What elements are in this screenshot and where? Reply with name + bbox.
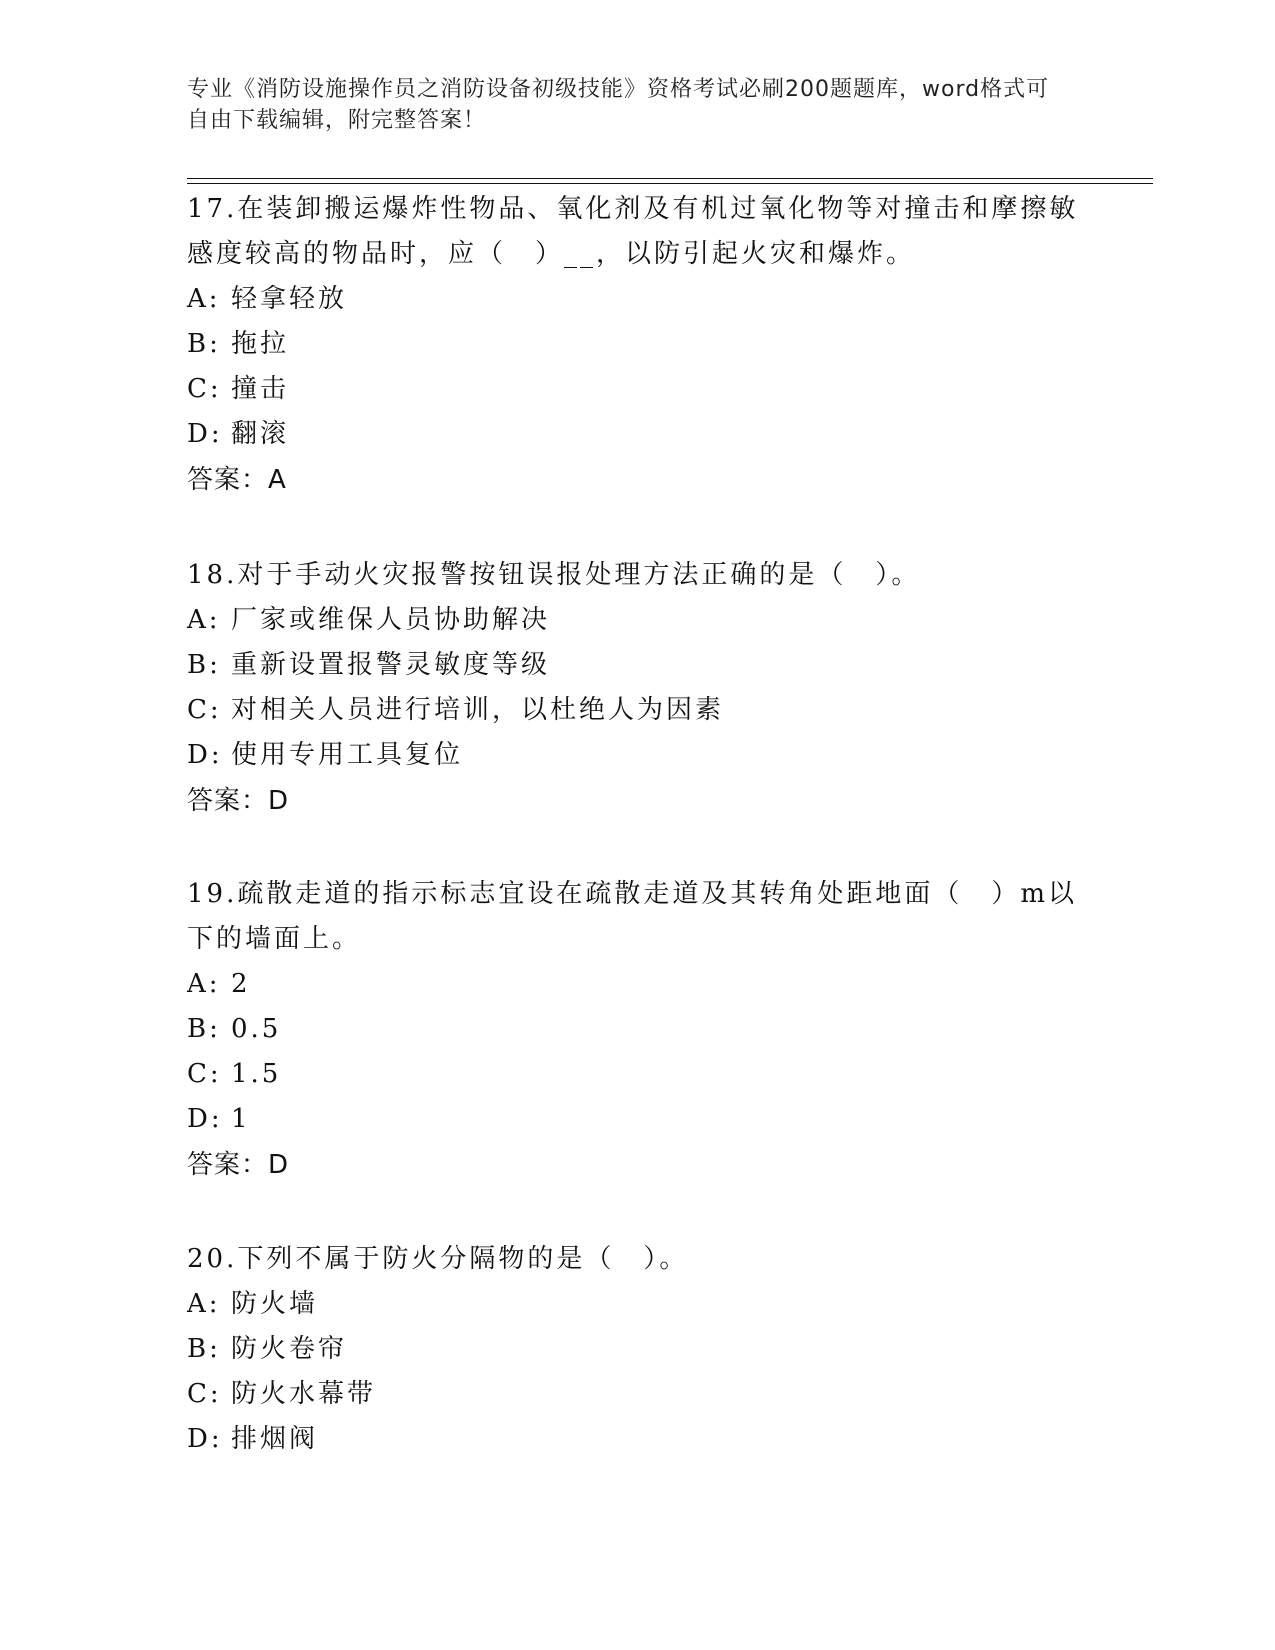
- option-a: [187, 277, 1087, 322]
- question-stem: 19.疏散走道的指示标志宜设在疏散走道及其转角处距地面（ ）m以下的墙面上。: [187, 879, 1078, 954]
- option-text: 对相关人员进行培训，以杜绝人为因素: [231, 695, 725, 725]
- option-d: [187, 1417, 1087, 1462]
- option-d: [187, 1097, 1087, 1142]
- option-key: D:: [187, 740, 223, 770]
- option-b: [187, 1327, 1087, 1372]
- option-a: [187, 962, 1087, 1007]
- option-key: B:: [187, 1014, 221, 1044]
- option-key: A:: [187, 284, 221, 314]
- option-text: 0.5: [231, 1014, 282, 1044]
- option-text: 翻滚: [231, 419, 290, 449]
- option-d: [187, 733, 1087, 778]
- header-divider-top: [187, 178, 1153, 179]
- question-20: [187, 1237, 1087, 1462]
- question-stem: 18.对于手动火灾报警按钮误报处理方法正确的是（ ）。: [187, 560, 921, 590]
- option-key: D:: [187, 1424, 223, 1454]
- option-text: 轻拿轻放: [231, 284, 348, 314]
- option-text: 防火卷帘: [231, 1334, 348, 1364]
- option-key: C:: [187, 1379, 222, 1409]
- answer-line: 答案：D: [187, 786, 290, 816]
- option-text: 2: [231, 969, 251, 999]
- option-key: C:: [187, 695, 222, 725]
- option-a: [187, 1282, 1087, 1327]
- option-key: B:: [187, 1334, 221, 1364]
- question-18: [187, 553, 1087, 824]
- answer-line: 答案：A: [187, 465, 287, 495]
- option-key: A:: [187, 969, 221, 999]
- option-b: [187, 643, 1087, 688]
- option-text: 使用专用工具复位: [231, 740, 464, 770]
- question-stem: 17.在装卸搬运爆炸性物品、氧化剂及有机过氧化物等对撞击和摩擦敏感度较高的物品时，应（ ）__，以防引起火灾和爆炸。: [187, 194, 1079, 269]
- option-key: A:: [187, 605, 221, 635]
- option-b: [187, 322, 1087, 367]
- question-19: [187, 872, 1087, 1188]
- option-text: 排烟阀: [231, 1424, 319, 1454]
- option-key: C:: [187, 1059, 222, 1089]
- option-c: [187, 1372, 1087, 1417]
- option-a: [187, 598, 1087, 643]
- option-c: [187, 688, 1087, 733]
- option-key: D:: [187, 1104, 223, 1134]
- option-text: 1.5: [231, 1059, 282, 1089]
- header-divider-bottom: [187, 183, 1153, 184]
- option-text: 重新设置报警灵敏度等级: [231, 650, 551, 680]
- option-c: [187, 367, 1087, 412]
- option-text: 防火水幕带: [231, 1379, 377, 1409]
- option-key: A:: [187, 1289, 221, 1319]
- option-text: 1: [231, 1104, 251, 1134]
- option-text: 拖拉: [231, 329, 290, 359]
- option-c: [187, 1052, 1087, 1097]
- option-key: D:: [187, 419, 223, 449]
- option-key: C:: [187, 374, 222, 404]
- option-b: [187, 1007, 1087, 1052]
- option-d: [187, 412, 1087, 457]
- option-key: B:: [187, 329, 221, 359]
- question-17: [187, 187, 1087, 503]
- document-header: 专业《消防设施操作员之消防设备初级技能》资格考试必刷200题题库，word格式可自由下载编辑，附完整答案！: [187, 77, 1050, 133]
- option-text: 厂家或维保人员协助解决: [231, 605, 551, 635]
- option-key: B:: [187, 650, 221, 680]
- option-text: 防火墙: [231, 1289, 319, 1319]
- question-stem: 20.下列不属于防火分隔物的是（ ）。: [187, 1244, 689, 1274]
- answer-line: 答案：D: [187, 1150, 290, 1180]
- option-text: 撞击: [231, 374, 290, 404]
